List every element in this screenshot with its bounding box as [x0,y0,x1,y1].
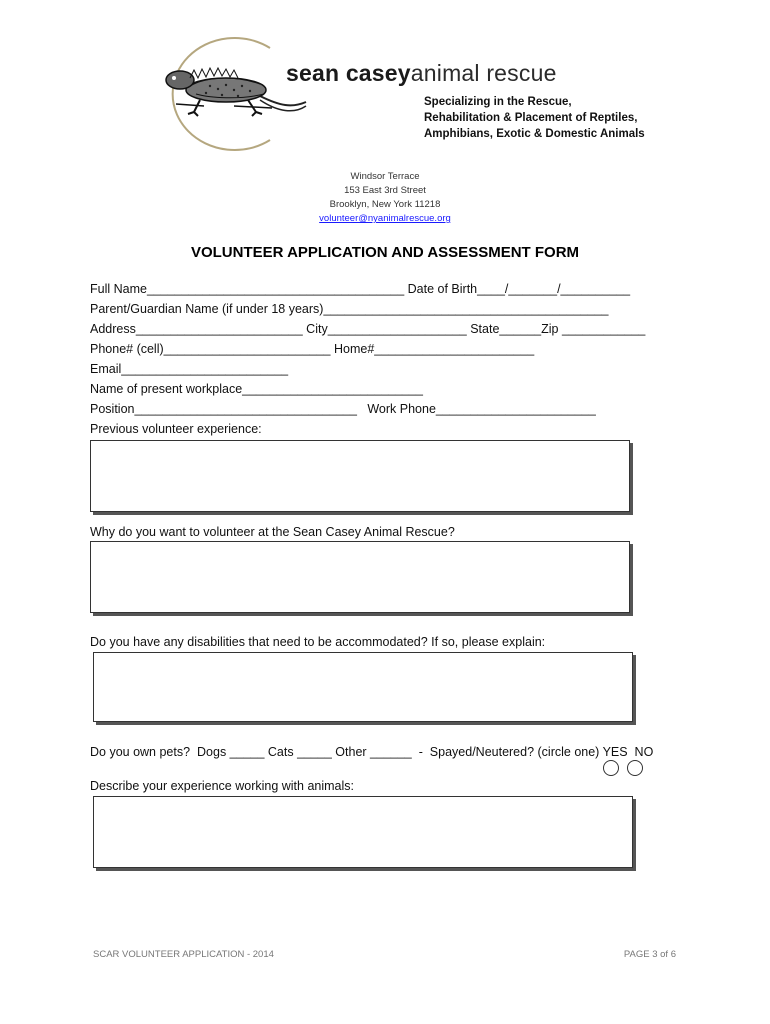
brand-name-part1: sean casey [286,60,411,86]
animal-experience-label: Describe your experience working with animals: [90,779,355,793]
no-radio[interactable] [627,760,643,776]
brand-name-part2: animal rescue [410,60,557,86]
phone-field[interactable]: Phone# (cell)________________________ Home#_______________________ [90,342,535,356]
email-field[interactable]: Email________________________ [90,362,289,376]
form-title: VOLUNTEER APPLICATION AND ASSESSMENT FORM [190,244,580,261]
why-volunteer-box[interactable] [90,541,630,613]
tagline [424,94,645,142]
tagline-line: Amphibians, Exotic & Domestic Animals [424,128,645,140]
email-link[interactable]: volunteer@nyanimalrescue.org [319,213,451,224]
disabilities-box[interactable] [93,652,633,722]
address-line: 153 East 3rd Street [344,185,426,196]
address-block [0,170,770,226]
address-field[interactable]: Address________________________ City____________________ State______Zip ____________ [90,322,646,336]
prev-experience-label: Previous volunteer experience: [90,422,262,436]
guardian-field[interactable]: Parent/Guardian Name (if under 18 years)_________________________________________ [90,302,609,316]
prev-experience-box[interactable] [90,440,630,512]
tagline-line: Specializing in the Rescue, [424,96,572,108]
address-line: Brooklyn, New York 11218 [329,199,441,210]
footer-left: SCAR VOLUNTEER APPLICATION - 2014 [93,949,274,960]
why-volunteer-label: Why do you want to volunteer at the Sean Casey Animal Rescue? [90,525,455,539]
animal-experience-box[interactable] [93,796,633,868]
brand-name [286,60,557,87]
address-line: Windsor Terrace [350,171,420,182]
pets-field[interactable]: Do you own pets? Dogs _____ Cats _____ Other ______ - Spayed/Neutered? (circle one) YES NO [90,745,654,759]
footer-page-number: PAGE 3 of 6 [623,949,676,960]
workplace-field[interactable]: Name of present workplace__________________________ [90,382,423,396]
yes-radio[interactable] [603,760,619,776]
disabilities-label: Do you have any disabilities that need to be accommodated? If so, please explain: [90,635,546,649]
position-field[interactable]: Position________________________________ Work Phone_______________________ [90,402,596,416]
tagline-line: Rehabilitation & Placement of Reptiles, [424,112,638,124]
full-name-field[interactable]: Full Name_____________________________________ Date of Birth____/_______/__________ [90,282,631,296]
